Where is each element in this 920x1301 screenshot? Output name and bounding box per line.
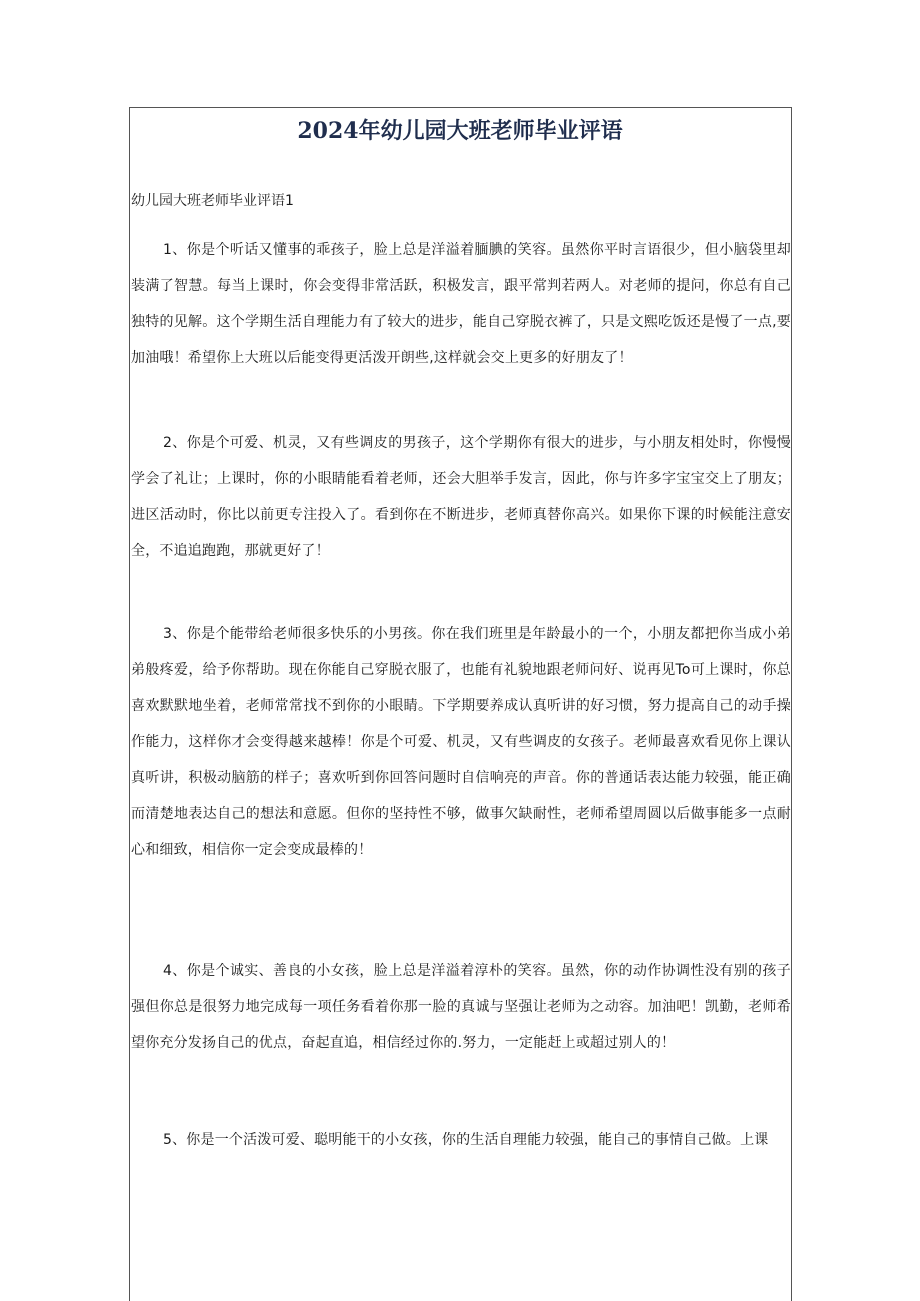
paragraph-3: 3、你是个能带给老师很多快乐的小男孩。你在我们班里是年龄最小的一个，小朋友都把你当成小弟弟般疼爱，给予你帮助。现在你能自己穿脱衣服了，也能有礼貌地跟老师问好、说再见To可上课时，你总喜欢默默地坐着，老师常常找不到你的小眼睛。下学期要养成认真听讲的好习惯，努力提高自己的动手操作能力，这样你才会变得越来越棒！你是个可爱、机灵，又有些调皮的女孩子。老师最喜欢看见你上课认真听讲，积极动脑筋的样子；喜欢听到你回答问题时自信响亮的声音。你的普通话表达能力较强，能正确而清楚地表达自己的想法和意愿。但你的坚持性不够，做事欠缺耐性，老师希望周圆以后做事能多一点耐心和细致，相信你一定会变成最棒的！ [131,626,791,858]
paragraph-5: 5、你是一个活泼可爱、聪明能干的小女孩，你的生活自理能力较强，能自己的事情自己做。上课 [163,1132,769,1148]
paragraph-1: 1、你是个听话又懂事的乖孩子，脸上总是洋溢着腼腆的笑容。虽然你平时言语很少，但小脑袋里却装满了智慧。每当上课时，你会变得非常活跃，积极发言，跟平常判若两人。对老师的提问，你总有自己独特的见解。这个学期生活自理能力有了较大的进步，能自己穿脱衣裤了，只是文熙吃饭还是慢了一点,要加油哦！希望你上大班以后能变得更活泼开朗些,这样就会交上更多的好朋友了！ [131,242,791,366]
document-title: 2024年幼儿园大班老师毕业评语 [297,118,623,144]
section-heading: 幼儿园大班老师毕业评语1 [131,193,294,209]
paragraph-4: 4、你是个诚实、善良的小女孩，脸上总是洋溢着淳朴的笑容。虽然，你的动作协调性没有别的孩子强但你总是很努力地完成每一项任务看着你那一脸的真诚与坚强让老师为之动容。加油吧！凯勤，老师希望你充分发扬自己的优点，奋起直追，相信经过你的.努力，一定能赶上或超过别人的！ [131,963,791,1051]
paragraph-2: 2、你是个可爱、机灵，又有些调皮的男孩子，这个学期你有很大的进步，与小朋友相处时，你慢慢学会了礼让；上课时，你的小眼睛能看着老师，还会大胆举手发言，因此，你与许多字宝宝交上了朋友；进区活动时，你比以前更专注投入了。看到你在不断进步，老师真替你高兴。如果你下课的时候能注意安全，不追追跑跑，那就更好了！ [131,435,791,559]
